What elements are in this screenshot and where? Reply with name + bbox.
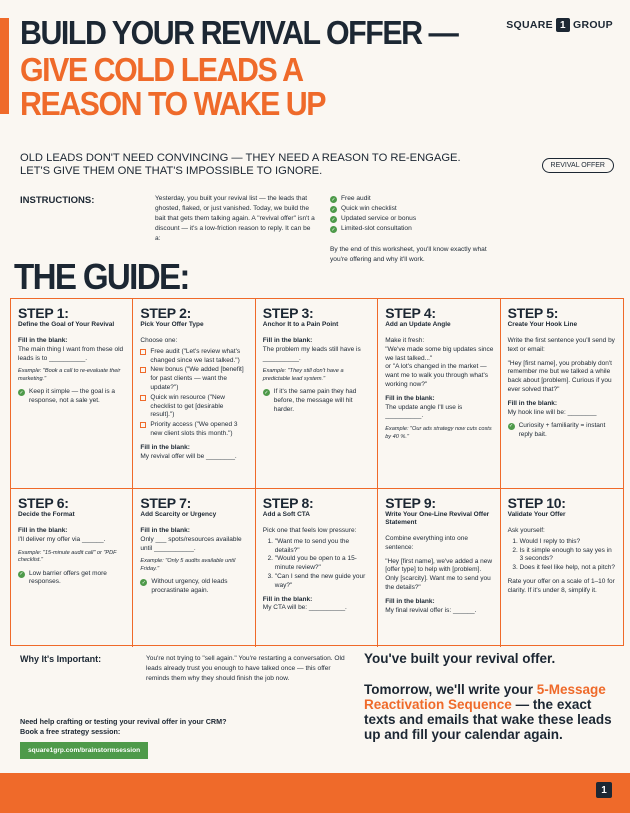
fill-label: Fill in the blank: (262, 337, 313, 344)
fill-text: My final revival offer is: ______. (385, 606, 477, 614)
step-subtitle: Create Your Hook Line (507, 321, 578, 328)
intro-text: Choose one: (140, 337, 178, 344)
tip (18, 570, 126, 588)
example-text: Example: "Only 5 audits available until Friday." (140, 558, 236, 572)
fill-text: The main thing I want from these old leads is to __________. (18, 345, 124, 362)
list-item (140, 394, 248, 420)
tip-text: Keep it simple — the goal is a response, not a sale yet. (29, 388, 115, 405)
offer-type-list (330, 194, 510, 234)
list-item (140, 348, 248, 366)
list-item (330, 204, 510, 214)
list-item-text: Free audit (341, 195, 371, 202)
page-title-line2: GIVE COLD LEADS A (20, 51, 303, 88)
list-item-text: Quick win checklist (341, 205, 397, 212)
check-icon: ✓ (331, 206, 336, 213)
tip-text: Low barrier offers get more responses. (29, 569, 107, 586)
fill-text: My CTA will be: __________. (262, 604, 347, 612)
fill-text: My hook line will be: ________ (507, 408, 597, 416)
quote-text: "Hey [first name], you probably don't remember me but we talked a while back about [problem]. Curious if you ever solved that?" (507, 359, 612, 393)
built-heading: You've built your revival offer. (364, 651, 556, 666)
fill-label: Fill in the blank: (385, 597, 435, 605)
step-subtitle: Define the Goal of Your Revival (18, 321, 115, 328)
why-label: Why It's Important: (20, 654, 102, 664)
check-icon: ✓ (508, 423, 514, 430)
step-subtitle: Pick Your Offer Type (140, 321, 204, 328)
tip-text: Without urgency, old leads procrastinate again. (151, 578, 228, 595)
step-subtitle: Validate Your Offer (507, 511, 566, 518)
fill-label: Fill in the blank: (140, 527, 190, 534)
step-6-card (11, 489, 133, 647)
title-accent-bar (0, 18, 9, 114)
list-item (140, 366, 248, 392)
list-item: 1. Would I reply to this? (520, 538, 617, 547)
list-item: 3. Does it feel like help, not a pitch? (520, 564, 617, 573)
intro-text: Pick one that feels low pressure: (262, 527, 357, 534)
tip (18, 388, 126, 406)
list-item-text: Limited-slot consultation (341, 225, 412, 232)
check-icon: ✓ (19, 389, 24, 396)
guide-title: THE GUIDE: (14, 256, 189, 297)
step-3-card (256, 299, 378, 489)
help-line2: Book a free strategy session: (20, 726, 121, 736)
step-subtitle: Add a Soft CTA (262, 511, 310, 518)
fill-label: Fill in the blank: (507, 399, 558, 407)
step-subtitle: Add an Update Angle (385, 321, 451, 328)
check-icon: ✓ (331, 226, 336, 233)
company-logo (506, 18, 613, 32)
intro-text: Combine everything into one sentence: (385, 535, 468, 551)
tomorrow-text (364, 682, 626, 742)
quote-text: or "A lot's changed in the market — want me to walk you through what's working now?" (385, 363, 488, 388)
list-item: 2. "Would you be open to a 15-minute review?" (275, 555, 371, 573)
logo-mark: 1 (556, 18, 570, 32)
step-title: STEP 3: (262, 305, 314, 321)
step-subtitle: Anchor It to a Pain Point (262, 321, 339, 328)
why-text: You're not trying to "sell again." You're restarting a conversation. Old leads already trust you enough to have talked once — this offer reminds them why they should finish the job now. (146, 655, 345, 682)
logo-word-right: GROUP (572, 19, 613, 31)
example-text: Example: "They still don't have a predictable lead system." (262, 368, 344, 382)
step-4-card (378, 299, 500, 489)
subheadline (20, 152, 500, 178)
step-10-card (501, 489, 623, 647)
page-title-line3: REASON TO WAKE UP (20, 85, 326, 122)
page-title-line1: BUILD YOUR REVIVAL OFFER — (20, 14, 458, 51)
step-title: STEP 9: (385, 495, 436, 511)
list-item (330, 194, 510, 204)
step-5-card (501, 299, 623, 489)
option-text: Free audit ("Let's review what's changed since we last talked.") (150, 347, 241, 364)
list-item-text: Updated service or bonus (341, 215, 417, 222)
booking-link-button[interactable]: square1grp.com/brainstormsession (20, 742, 148, 759)
option-text: Priority access ("We opened 3 new client slots this month.") (150, 421, 238, 437)
intro-text: Make it fresh: (385, 337, 425, 344)
checkbox-icon[interactable] (140, 349, 146, 355)
fill-text: I'll deliver my offer via ______. (18, 535, 106, 543)
step-2-card (133, 299, 255, 489)
example-text: Example: "Book a call to re-evaluate their marketing." (18, 368, 121, 382)
option-text: New bonus ("We added [benefit] for past clients — want the update?") (150, 366, 244, 391)
example-text: Example: "Our ads strategy now cuts costs by 40 %." (385, 426, 492, 440)
step-subtitle: Add Scarcity or Urgency (140, 511, 217, 518)
check-icon: ✓ (19, 570, 24, 577)
check-icon: ✓ (331, 196, 336, 203)
validation-list (508, 538, 617, 573)
quote-text: "We've made some big updates since we last talked..." (385, 345, 494, 362)
step-9-card (378, 489, 500, 647)
subhead-line2: LET'S GIVE THEM ONE THAT'S IMPOSSIBLE TO IGNORE. (20, 165, 323, 177)
cta-options-list (263, 538, 371, 591)
fill-label: Fill in the blank: (140, 443, 190, 451)
logo-word-left: SQUARE (506, 19, 553, 31)
step-title: STEP 2: (140, 305, 191, 321)
tip (508, 422, 617, 440)
steps-grid (10, 298, 624, 646)
help-text (20, 717, 320, 736)
fill-text: The update angle I'll use is __________. (385, 403, 463, 420)
help-line1: Need help crafting or testing your revival offer in your CRM? (20, 717, 227, 726)
tip (140, 578, 248, 596)
sequence-highlight: 5-Message Reactivation Sequence (364, 682, 606, 712)
step-title: STEP 10: (507, 495, 566, 511)
fill-text: My revival offer will be ________. (140, 452, 237, 460)
checkbox-icon[interactable] (140, 367, 146, 373)
list-item: 2. Is it simple enough to say yes in 3 seconds? (520, 547, 617, 565)
quote-text: "Hey [first name], we've added a new [offer type] to help with [problem]. Only [scarcity]. Want me to send you the details?" (385, 557, 493, 591)
subhead-line1: OLD LEADS DON'T NEED CONVINCING — THEY NEED A REASON TO RE-ENGAGE. (20, 152, 461, 164)
fill-label: Fill in the blank: (262, 595, 313, 603)
intro-text: Ask yourself: (507, 527, 545, 534)
step-title: STEP 1: (18, 305, 69, 321)
example-text: Example: "15-minute audit call" or "PDF checklist." (18, 549, 117, 564)
fill-text: Only ___ spots/resources available until ___________. (140, 535, 242, 552)
step-title: STEP 6: (18, 495, 69, 511)
tip-text: If it's the same pain they had before, the message will hit harder. (273, 388, 357, 413)
step-1-card (11, 299, 133, 489)
step-title: STEP 4: (385, 305, 436, 321)
instructions-label: INSTRUCTIONS: (20, 195, 95, 206)
step-title: STEP 8: (262, 495, 314, 511)
fill-label: Fill in the blank: (18, 527, 68, 534)
fill-label: Fill in the blank: (18, 337, 68, 344)
check-icon: ✓ (141, 579, 146, 586)
step-7-card (133, 489, 255, 647)
footer-bar (0, 773, 630, 813)
step-subtitle: Decide the Format (18, 511, 75, 518)
intro-text: Write the first sentence you'll send by text or email: (507, 337, 615, 353)
list-item (330, 214, 510, 224)
checkbox-icon[interactable] (140, 395, 146, 401)
closing-text: Rate your offer on a scale of 1–10 for clarity. If it's under 8, simplify it. (507, 577, 615, 594)
fill-text: The problem my leads still have is __________. (262, 345, 361, 362)
step-title: STEP 7: (140, 495, 191, 511)
instructions-closing: By the end of this worksheet, you'll know exactly what you're offering and why it'll work. (330, 246, 487, 263)
list-item: 3. "Can I send the new guide your way?" (275, 573, 371, 591)
step-subtitle: Write Your One-Line Revival Offer Statement (385, 511, 490, 526)
tip-text: Curiosity + familiarity = instant reply bait. (518, 422, 606, 439)
list-item: 1. "Want me to send you the details?" (275, 538, 371, 556)
instructions-text: Yesterday, you built your revival list — the leads that ghosted, flaked, or just vanished. Today, we build the bait that gets them talking again. A "revival offer" isn't a discount — it's a low-friction reason to reply. It can be a: (155, 195, 315, 242)
list-item (330, 224, 510, 234)
page-title-highlight (20, 53, 325, 121)
step-8-card (256, 489, 378, 647)
fill-label: Fill in the blank: (385, 394, 435, 402)
option-text: Quick win resource ("New checklist to get [desirable result].") (150, 393, 225, 419)
tomorrow-a: Tomorrow, we'll write your (364, 682, 537, 697)
list-item (140, 421, 248, 439)
revival-offer-badge: REVIVAL OFFER (542, 158, 614, 173)
checkbox-icon[interactable] (140, 422, 146, 428)
check-icon: ✓ (264, 389, 269, 396)
step-title: STEP 5: (507, 305, 559, 321)
tomorrow-b: — the exact texts and emails that wake these leads up and fill your calendar again. (364, 697, 612, 742)
footer-logo: 1 (596, 782, 612, 798)
tip (263, 388, 371, 414)
check-icon: ✓ (331, 216, 336, 223)
